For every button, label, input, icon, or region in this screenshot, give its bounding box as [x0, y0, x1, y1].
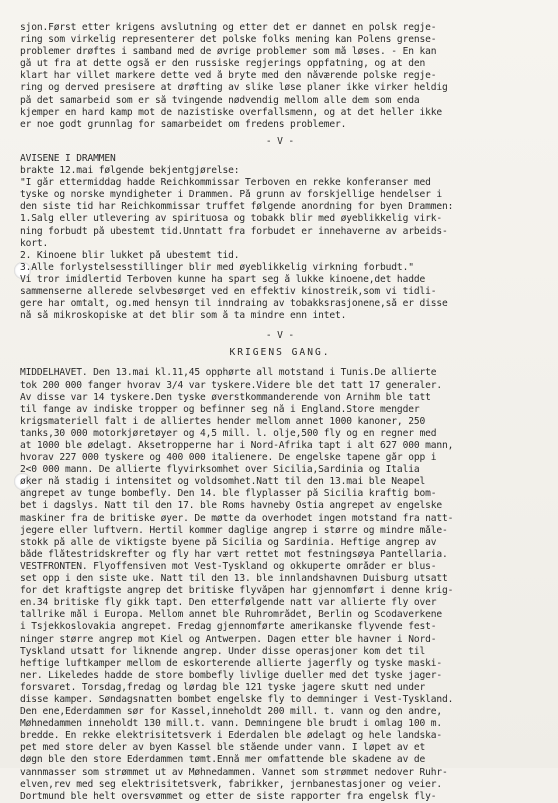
text-line: kjemper en hard kamp mot de nazistiske overfallsmenn, og at det heller ikke	[20, 106, 442, 118]
text-line: Vi tror imidlertid Terboven kunne ha spart seg å lukke kinoene,det hadde	[20, 273, 426, 285]
text-line: MIDDELHAVET. Den 13.mai kl.11,45 opphørte all motstand i Tunis.De allierte	[20, 367, 437, 379]
text-line: 2<0 000 mann. De allierte flyvirksomhet over Sicilia,Sardinia og Italia	[20, 464, 420, 476]
text-line: sammenserne allerede selvbesørget ved en effektiv kinostreik,som vi tidli-	[20, 285, 437, 297]
text-line: maskiner fra de britiske øyer. De møtte da overhodet ingen motstand fra natt-	[20, 512, 454, 524]
text-line: krigsmateriell falt i de alliertes hender mellom annet 1000 kanoner, 250	[20, 415, 426, 427]
text-line: AVISENE I DRAMMEN	[20, 152, 116, 164]
text-line: tyske og norske myndigheter i Drammen. På grunn av forskjellige hendelser i	[20, 189, 442, 201]
text-line: forsvaret. Torsdag,fredag og lørdag ble 121 tyske jagere skutt ned under	[20, 681, 426, 693]
text-line: kort.	[20, 237, 49, 249]
text-line: brakte 12.mai følgende bekjentgjørelse:	[20, 165, 240, 177]
text-line: hvorav 227 000 tyskere og 400 000 italienere. De engelske tapene går opp i	[20, 452, 437, 464]
text-line: tok 200 000 fanger hvorav 3/4 var tyskere.Videre ble det tatt 17 generaler.	[20, 379, 442, 391]
text-line: jegere eller luftvern. Hertil kommer daglige angrep i større og mindre måle-	[20, 524, 448, 536]
text-line: Dortmund ble helt oversvømmet og etter de siste rapporter fra engelsk fly-	[20, 790, 437, 802]
text-line: problemer drøftes i samband med de øvrige problemer som må løses. - En kan	[20, 46, 437, 58]
text-line: en.34 britiske fly gikk tapt. Den etterfølgende natt var allierte fly over	[20, 597, 437, 609]
spacer	[20, 322, 540, 330]
text-line: tanks,30 000 motorkjøretøyer og 4,5 mill. l. olje,500 fly og en regner med	[20, 427, 437, 439]
text-line: elven,rev med seg elektrisitetsverk, fabrikker, jernbanestasjoner og veier.	[20, 778, 442, 790]
text-line: gå ut fra at dette også er den russiske regjerings oppfatning, og at den	[20, 58, 426, 70]
text-line: gere har omtalt, og.med hensyn til inndraing av tobakksrasjonene,så er disse	[20, 298, 448, 310]
text-line: tallrike mål i Europa. Mellom annet ble Ruhrområdet, Berlin og Scodaverkene	[20, 609, 442, 621]
text-line: stokk på alle de viktigste byene på Sicilia og Sardinia. Heftige angrep av	[20, 536, 437, 548]
text-line: 3.Alle forlystelsesstillinger blir med øyeblikkelig virkning forbudt."	[20, 261, 414, 273]
text-line: pet med store deler av byen Kassel ble stående under vann. I løpet av et	[20, 742, 426, 754]
text-line: for det kraftigste angrep det britiske flyvåpen har gjennomført i denne krig-	[20, 585, 454, 597]
text-line: klart har villet markere dette ved å bryte med den nåværende polske regje-	[20, 70, 437, 82]
text-line: 1.Salg eller utlevering av spirituosa og tobakk blir med øyeblikkelig virk-	[20, 213, 442, 225]
text-line: øker nå stadig i intensitet og voldsomhet.Natt til den 13.mai ble Neapel	[20, 476, 426, 488]
text-line: disse kamper. Søndagsnatten bombet engelske fly to demninger i Vest-Tyskland.	[20, 693, 454, 705]
text-line: - V -	[265, 135, 295, 147]
text-line: VESTFRONTEN. Flyoffensiven mot Vest-Tyskland og okkuperte områder er blus-	[20, 560, 437, 572]
text-line: angrepet av tunge bombefly. Den 14. ble flyplasser på Sicilia kraftig bom-	[20, 488, 437, 500]
text-line: ninger større angrep mot Kiel og Antwerpen. Dagen etter ble havner i Nord-	[20, 633, 437, 645]
separator	[20, 136, 540, 148]
text-line: Møhnedammen inneholdt 130 mill.t. vann. Demningene ble brudt i omlag 100 m.	[20, 718, 442, 730]
text-line: døgn ble den store Ederdammen tømt.Ennå mer omfattende ble skadene av de	[20, 754, 426, 766]
text-line: heftige luftkamper mellom de eskorterende allierte jagerfly og tyske maski-	[20, 657, 442, 669]
text-line: Den ene,Ederdammen sør for Kassel,inneholdt 200 mill. t. vann og den andre,	[20, 706, 442, 718]
text-line: "I går ettermiddag hadde Reichkommissar Terboven en rekke konferanser med	[20, 177, 431, 189]
text-line: Tyskland utsatt for liknende angrep. Under disse operasjoner kom det til	[20, 645, 426, 657]
typewritten-text	[20, 22, 540, 803]
text-line: sjon.Først etter krigens avslutning og etter det er dannet en polsk regje-	[20, 22, 437, 33]
text-line: i Tsjekkoslovakia angrepet. Fredag gjennomførte amerikanske flyvende fest-	[20, 621, 437, 633]
spacer	[20, 359, 540, 367]
text-line: - V -	[265, 330, 295, 342]
text-line: ring og derved presisere at drøfting av slike løse planer ikke virker heldig	[20, 82, 448, 94]
text-line: ner. Likeledes hadde de store bombefly livlige dueller med det tyske jager-	[20, 669, 442, 681]
text-line: at 1000 ble ødelagt. Aksetroppernе har i Nord-Afrika tapt i alt 627 000 mann,	[20, 440, 454, 451]
text-line: ning forbudt på ubestemt tid.Unntatt fra forbudet er innehaverne av arbeids-	[20, 225, 448, 237]
text-line: vannmasser som strømmet ut av Møhnedammen. Vannet som strømmet nedover Ruhr-	[20, 766, 448, 778]
text-line: nå så mikroskopiske at det blir som å ta mindre enn intet.	[20, 310, 347, 322]
text-line: bredde. En rekke elektrisitetsverk i Ederdalen ble ødelagt og hele landska-	[20, 730, 442, 742]
text-line: Av disse var 14 tyskere.Den tyske øverstkommanderende von Arnihm ble tatt	[20, 391, 431, 403]
text-line: på det samarbeid som er så tvingende nødvendig mellom alle dem som enda	[20, 94, 420, 106]
text-line: den siste tid har Reichkommissar truffet følgende anordning for byen Drammen:	[20, 201, 454, 213]
text-line: ring som virkelig representerer det polske folks mening kan Polens grense-	[20, 34, 437, 46]
text-block	[20, 367, 540, 802]
text-line: både flåtestridskrefter og fly har vært rettet mot festningsøya Pantellaria.	[20, 548, 448, 560]
section-heading	[20, 347, 540, 359]
text-line: 2. Kinoene blir lukket på ubestemt tid.	[20, 249, 240, 261]
separator	[20, 330, 540, 342]
text-line: til fange av indiske tropper og befinner seg nå i England.Store mengder	[20, 403, 420, 415]
text-line: er noe godt grunnlag for samarbeidet om fredens problemer.	[20, 118, 347, 130]
text-line: KRIGENS GANG.	[229, 347, 331, 359]
text-line: set opp i den siste uke. Natt til den 13. ble innlandshavnen Duisburg utsatt	[20, 573, 448, 585]
text-block	[20, 22, 540, 131]
text-line: bet i dagslys. Natt til den 17. ble Roms havneby Ostia angrepet av engelske	[20, 500, 442, 512]
text-block	[20, 153, 540, 322]
